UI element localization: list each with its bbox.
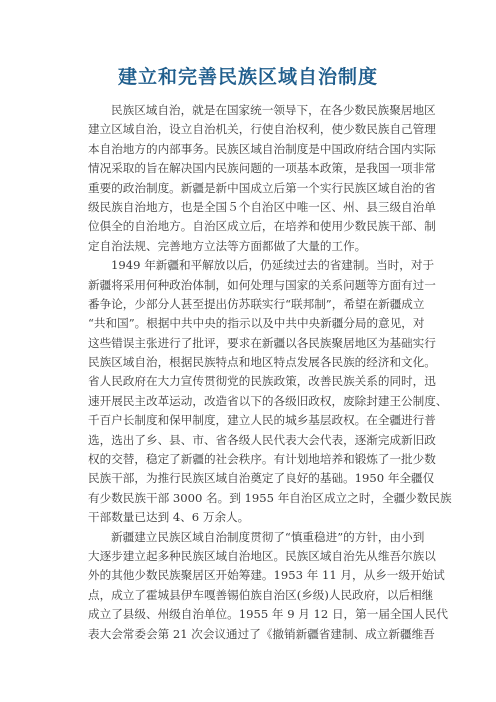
text-line: 情况采取的旨在解决国内民族问题的一项基本政策，是我国一项非常 [88, 161, 436, 176]
text-line: 民族区域自治，就是在国家统一领导下，在各少数民族聚居地区 [111, 103, 436, 117]
text-line: 干部数量已达到 4、6 万余人。 [88, 510, 250, 525]
text-line: 选，选出了乡、县、市、省各级人民代表大会代表，逐渐完成新旧政 [88, 432, 436, 447]
text-line: 级民族自治地方，也是全国５个自治区中唯一区、州、县三级自治单 [88, 199, 436, 214]
document-title: 建立和完善民族区域自治制度 [117, 66, 378, 88]
text-line: 速开展民主改革运动，改造省以下的各级旧政权，废除封建王公制度、 [88, 393, 448, 408]
text-line: 新疆将采用何种政治体制，如何处理与国家的关系问题等方面有过一 [88, 277, 436, 292]
text-line: 权的交替，稳定了新疆的社会秩序。有计划地培养和锻炼了一批少数 [88, 452, 436, 467]
document-body [88, 101, 452, 644]
text-line: 点，成立了霍城县伊车嘎善锡伯族自治区(乡级)人民政府，以后相继 [88, 587, 434, 602]
text-line: 表大会常委会第 21 次会议通过了《撤销新疆省建制、成立新疆维吾 [88, 626, 435, 641]
text-line: 位俱全的自治地方。自治区成立后，在培养和使用少数民族干部、制 [88, 219, 436, 234]
text-line: 有少数民族干部 3000 名。到 1955 年自治区成立之时，全疆少数民族 [88, 490, 452, 505]
text-line: 成立了县级、州级自治单位。1955 年 9 月 12 日，第一届全国人民代 [88, 607, 448, 622]
text-line: 省人民政府在大力宣传贯彻党的民族政策，改善民族关系的同时，迅 [88, 374, 436, 389]
text-line: 番争论，少部分人甚至提出仿苏联实行“联邦制”，希望在新疆成立 [88, 296, 425, 311]
text-line: 建立区域自治，设立自治机关，行使自治权利，使少数民族自己管理 [88, 122, 436, 137]
text-line: 民族干部，为推行民族区域自治奠定了良好的基础。1950 年全疆仅 [88, 471, 435, 486]
text-line: 外的其他少数民族聚居区开始筹建。1953 年 11 月，从乡一级开始试 [88, 568, 445, 583]
text-line: 1949 年新疆和平解放以后，仍延续过去的省建制。当时，对于 [111, 258, 435, 273]
text-line: 定自治法规、完善地方立法等方面都做了大量的工作。 [88, 238, 367, 253]
text-line: 新疆建立民族区域自治制度贯彻了“慎重稳进”的方针，由小到 [111, 529, 425, 544]
text-line: 大逐步建立起多种民族区域自治地区。民族区域自治先从维吾尔族以 [88, 548, 436, 563]
text-line: 民族区域自治，根据民族特点和地区特点发展各民族的经济和文化。 [88, 355, 436, 370]
text-line: “共和国”。根据中共中央的指示以及中共中央新疆分局的意见，对 [88, 316, 425, 331]
text-line: 这些错误主张进行了批评，要求在新疆以各民族聚居地区为基础实行 [88, 335, 436, 350]
text-line: 本自治地方的内部事务。民族区域自治制度是中国政府结合国内实际 [88, 141, 436, 156]
paragraph [88, 528, 448, 644]
paragraph [88, 256, 452, 527]
text-line: 重要的政治制度。新疆是新中国成立后第一个实行民族区域自治的省 [88, 180, 436, 195]
paragraph [88, 101, 436, 256]
text-line: 千百户长制度和保甲制度，建立人民的城乡基层政权。在全疆进行普 [88, 413, 436, 428]
